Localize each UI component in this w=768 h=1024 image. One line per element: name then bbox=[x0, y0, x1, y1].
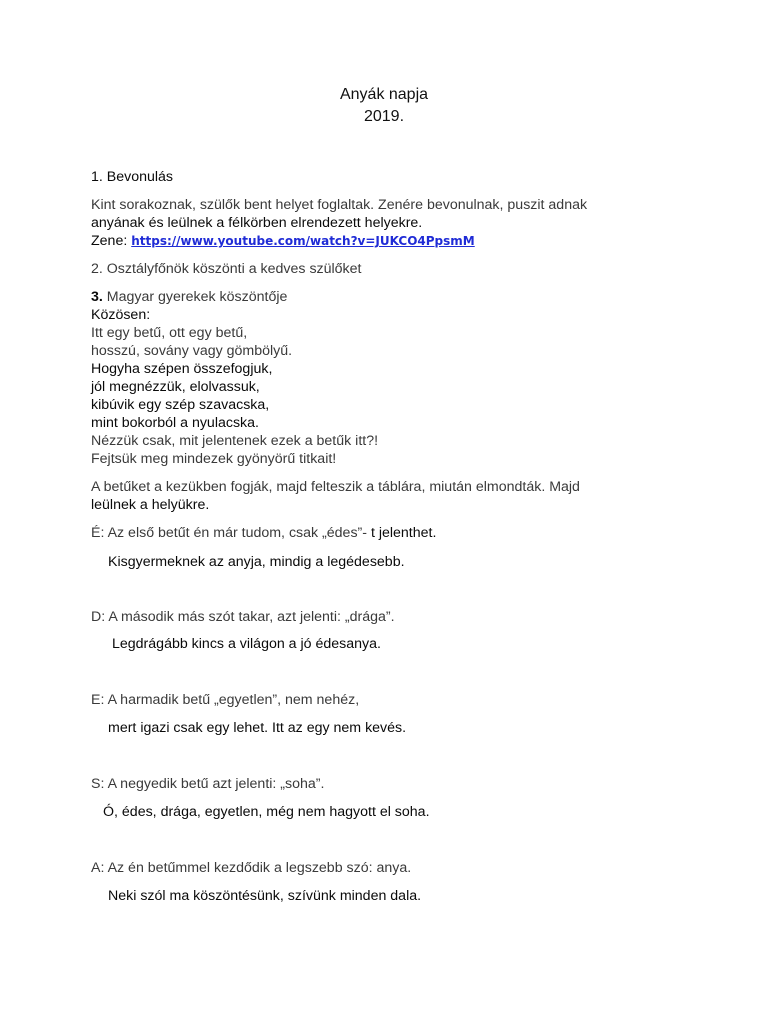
letter-s-verse: Ó, édes, drága, egyetlen, még nem hagyott el soha. bbox=[103, 804, 430, 820]
document-year: 2019. bbox=[363, 108, 405, 125]
section-1-heading: 1. Bevonulás bbox=[91, 169, 174, 185]
letter-e-line: E: A harmadik betű „egyetlen”, nem nehéz, bbox=[91, 692, 360, 708]
poem-line-1: Itt egy betű, ott egy betű, bbox=[91, 325, 248, 341]
poem-line-3: Hogyha szépen összefogjuk, bbox=[91, 361, 273, 377]
section-2-text: 2. Osztályfőnök köszönti a kedves szülőket bbox=[91, 261, 362, 277]
music-label: Zene: bbox=[91, 233, 128, 249]
section-3-number: 3. bbox=[91, 289, 103, 305]
section-1-text-line-1: Kint sorakoznak, szülők bent helyet foglaltak. Zenére bevonulnak, puszit adnak bbox=[91, 197, 588, 213]
letter-a-verse: Neki szól ma köszöntésünk, szívünk minden dala. bbox=[108, 888, 422, 904]
music-link[interactable]: https://www.youtube.com/watch?v=JUKCO4PpsmM bbox=[131, 234, 475, 248]
letter-e-accent-intro-end: t jelenthet. bbox=[367, 525, 437, 541]
section-3-heading bbox=[91, 289, 287, 306]
letter-d-line: D: A második más szót takar, azt jelenti: „drága”. bbox=[91, 609, 395, 625]
poem-line-6: mint bokorból a nyulacska. bbox=[91, 415, 259, 431]
poem-line-5: kibúvik egy szép szavacska, bbox=[91, 397, 270, 413]
letter-e-accent-intro: É: Az első betűt én már tudom, csak „édes”- bbox=[91, 525, 367, 541]
instruction-line-1: A betűket a kezükben fogják, majd felteszik a táblára, miután elmondták. Majd bbox=[91, 479, 580, 495]
letter-e-accent-verse: Kisgyermeknek az anyja, mindig a legédesebb. bbox=[108, 554, 405, 570]
poem-line-7: Nézzük csak, mit jelentenek ezek a betűk itt?! bbox=[91, 433, 379, 449]
poem-line-8: Fejtsük meg mindezek gyönyörű titkait! bbox=[91, 451, 337, 467]
letter-a-line: A: Az én betűmmel kezdődik a legszebb szó: anya. bbox=[91, 860, 412, 876]
letter-s-line: S: A negyedik betű azt jelenti: „soha”. bbox=[91, 776, 325, 792]
instruction-line-2: leülnek a helyükre. bbox=[91, 497, 210, 513]
section-3-title: Magyar gyerekek köszöntője bbox=[106, 289, 288, 305]
section-1-text-line-2: anyának és leülnek a félkörben elrendezett helyekre. bbox=[91, 215, 423, 231]
section-1-music-line bbox=[91, 233, 475, 250]
document-title: Anyák napja bbox=[339, 86, 429, 103]
poem-together-label: Közösen: bbox=[91, 307, 151, 323]
letter-d-verse: Legdrágább kincs a világon a jó édesanya. bbox=[112, 636, 381, 652]
poem-line-4: jól megnézzük, elolvassuk, bbox=[91, 379, 260, 395]
letter-e-verse: mert igazi csak egy lehet. Itt az egy nem kevés. bbox=[108, 720, 407, 736]
letter-e-accent-line bbox=[91, 525, 436, 542]
poem-line-2: hosszú, sovány vagy gömbölyű. bbox=[91, 343, 293, 359]
